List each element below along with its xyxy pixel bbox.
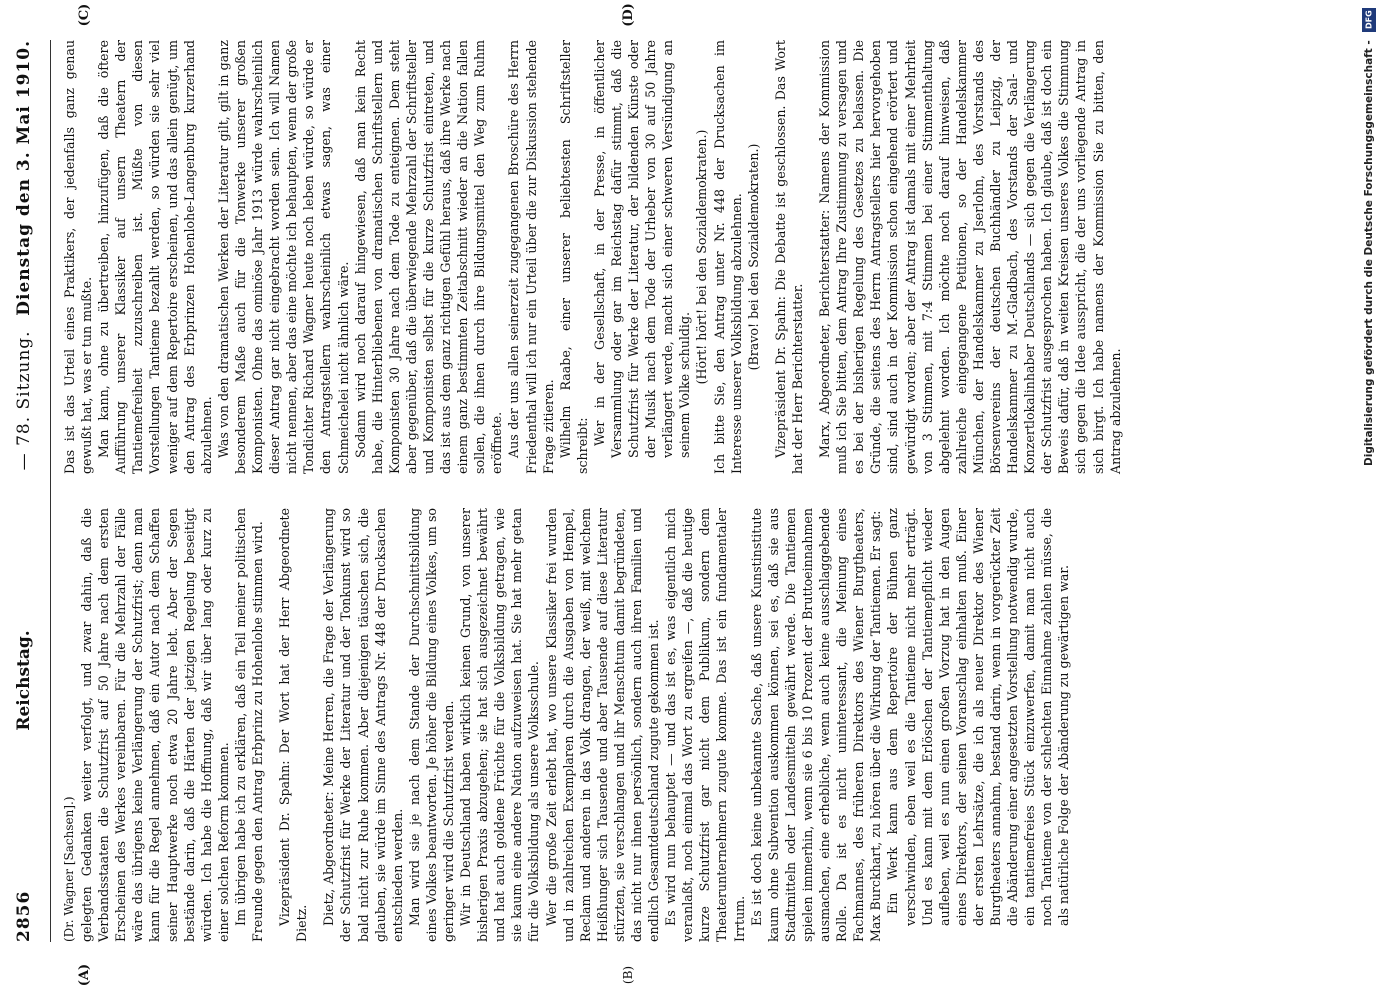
text-columns — [61, 3, 1124, 987]
paragraph: Es wird nun behauptet — und das ist es, was eigentlich mich veranlaßt, noch einmal das Wort zu ergreifen —, daß die heutige kurze Schutzfrist gar nicht dem Publikum, sondern dem Theaterunternehmern zugute komme. Das ist ein fundamentaler Irrtum. — [663, 508, 747, 942]
paragraph: gelegten Gedanken weiter verfolgt, und zwar dahin, daß die Verbandsstaaten die Schutzfrist auf 50 Jahre nach dem ersten Erscheinen des Werkes vereinbaren. Für die Mehrzahl der Fälle wäre das übrigens keine Verlängerung der Schutzfrist; denn man kann für die Regel annehmen, daß ein Autor nach dem Schaffen seiner Hauptwerke noch etwa 20 Jahre lebt. Aber der Segen bestände darin, daß die Härten der jetzigen Regelung beseitigt würden. Ich habe die Hoffnung, daß wir über lang oder kurz zu einer solchen Reform kommen. — [79, 508, 231, 942]
digitization-credit — [1359, 0, 1379, 1000]
margin-marker-b: (B) — [621, 965, 635, 985]
paragraph: Wer die große Zeit erlebt hat, wo unsere Klassiker frei wurden und in zahlreichen Exemplaren durch die Ausgaben von Hempel, Reclam und anderen in das Volk drangen, der weiß, mit welchem Heißhunger sich Tausende und aber Tausende auf diese Literatur stürzten, sie verschlangen und ihr Menschtum damit begründeten, das nicht nur ihnen persönlich, sondern auch ihren Familien und endlich Gesamtdeutschland zugute gekommen ist. — [543, 508, 662, 942]
vice-president-remark: Vizepräsident Dr. Spahn: Der Wort hat der Herr Abgeordnete Dietz. — [277, 508, 310, 942]
left-column — [61, 508, 1124, 942]
paragraph: Ich bitte Sie, den Antrag unter Nr. 448 der Drucksachen im Interesse unserer Volksbildung abzulehnen. — [711, 40, 744, 474]
block-quote: Ein Werk kann aus dem Repertoire der Bühnen ganz verschwinden, eben weil es die Tantieme nicht mehr erträgt. Und es kann mit dem Erlöschen der Tantiemepflicht wieder aufleben, weil es nun einen großen Vorzug hat in den Augen eines Direktors, der seinen Voranschlag einhalten muß. Einer der ersten Lehrsätze, die ich als neuer Direktor des Wiener Burgtheaters annahm, bestand darin, wenn in vorgerückter Zeit die Abänderung einer angesetzten Vorstellung notwendig wurde, ein tantiemefreies Stück einzuwerfen, damit man nicht auch noch Tantieme von der schlechten Einnahme zahlen müsse, die als natürliche Folge der Abänderung zu gewärtigen war. — [885, 508, 1072, 926]
block-quote: Wer in der Gesellschaft, in der Presse, in öffentlicher Versammlung oder gar im Reichstag dafür stimmt, daß die Schutzfrist für Werke der Literatur, der bildenden Künste oder der Musik nach dem Tode der Urheber von 30 auf 50 Jahre verlängert werde, macht sich einer schweren Versündigung an seinem Volke schuldig. — [591, 40, 693, 458]
paragraph: Man kann, ohne zu übertreiben, hinzufügen, daß die öftere Aufführung unserer Klassiker auf unsern Theatern der Tantiemefreiheit zuzuschreiben ist. Müßte von diesen Vorstellungen Tantieme bezahlt werden, so würden sie sehr viel weniger auf dem Repertoire erscheinen, und das allein genügt, um den Antrag des Erbprinzen Hohenlohe-Langenburg kurzerhand abzulehnen. — [96, 40, 214, 474]
header-session: — 78. Sitzung. — [14, 330, 34, 471]
vice-president-remark: Vizepräsident Dr. Spahn: Die Debatte ist geschlossen. Das Wort hat der Herr Berichterstatter. — [772, 40, 805, 474]
paragraph: Wilhelm Raabe, einer unserer beliebtesten Schriftsteller schreibt: — [557, 40, 590, 474]
speaker-paragraph: Marx, Abgeordneter, Berichterstatter: Namens der Kommission muß ich Sie bitten, dem Antrag Ihre Zustimmung zu versagen und es bei der bisherigen Regelung des Gesetzes zu belassen. Die Gründe, die seitens des Herrn Antragstellers hier hervorgehoben sind, sind auch in der Kommission schon eingehend erörtert und gewürdigt worden; aber der Antrag ist damals mit einer Mehrheit von 3 Stimmen, mit 7:4 Stimmen bei einer Stimmenthaltung abgelehnt worden. Ich möchte noch darauf hinweisen, daß zahlreiche eingegangene Petitionen, so der Handelskammer München, der Handelskammer zu Jserlohn, des Vorstands des Börsenvereins der deutschen Buchhändler zu Leipzig, der Handelskammer zu M.-Gladbach, des Vorstands der Saal- und Konzertlokalinhaber Deutschlands — sich gegen die Verlängerung der Schutzfrist ausgesprochen haben. Ich glaube, daß ist doch ein Beweis dafür, daß in weiten Kreisen unseres Volkes die Stimmung sich gegen die Idee ausspricht, die der uns vorliegende Antrag in sich birgt. Ich habe namens der Kommission Sie zu bitten, den Antrag abzulehnen. — [817, 40, 1123, 474]
paragraph: Das ist das Urteil eines Praktikers, der jedenfalls ganz genau gewußt hat, was er tun mußte. — [62, 40, 95, 474]
margin-marker-d: (D) — [621, 3, 636, 27]
paragraph: Wir in Deutschland haben wirklich keinen Grund, von unserer bisherigen Praxis abzugehen; sie hat sich ausgezeichnet bewährt und hat auch goldene Früchte für die Volksbildung getragen, wie sie kaum eine andere Nation aufzuweisen hat. Sie hat mehr getan für die Volksbildung als unsere Volksschule. — [458, 508, 542, 942]
margin-marker-a: (A) — [77, 963, 92, 987]
page-header — [14, 40, 51, 942]
header-body-title: Reichstag. — [14, 630, 34, 731]
paragraph: Sodann wird noch darauf hingewiesen, daß man kein Recht habe, die Hinterbliebenen von dramatischen Schriftstellern und Komponisten 30 Jahre nach dem Tode zu enteignen. Dem steht aber gegenüber, daß die überwiegende Mehrzahl der Schriftsteller und Komponisten selbst für die kurze Schutzfrist eintreten, und das ist aus dem ganz richtigen Gefühl heraus, daß ihre Werke nach einem ganz bestimmten Zeitabschnitt wieder an die Nation fallen sollen, die ihnen durch ihre Bildungsmittel den Weg zum Ruhm eröffnete. — [352, 40, 505, 474]
header-left — [14, 330, 34, 942]
speaker-prefix: (Dr. Wagner [Sachsen].) — [62, 796, 76, 942]
paragraph: Im übrigen habe ich zu erklären, daß ein Teil meiner politischen Freunde gegen den Antrag Erbprinz zu Hohenlohe stimmen wird. — [232, 508, 266, 942]
paragraph: Aus der uns allen seinerzeit zugegangenen Broschüre des Herrn Friedenthal will ich nur ein Urteil über die zur Diskussion stehende Frage zitieren. — [506, 40, 556, 474]
paragraph: Was von den dramatischen Werken der Literatur gilt, gilt in ganz besonderem Maße auch für die Tonwerke unserer großen Komponisten. Ohne das ominöse Jahr 1913 würde wahrscheinlich dieser Antrag gar nicht eingebracht worden sein. Ich will Namen nicht nennen, aber das eine möchte ich behaupten, wenn der große Tondichter Richard Wagner heute noch leben würde, so würde er den Antragstellern wahrscheinlich etwas sagen, was einer Schmeichelei nicht ähnlich wäre. — [215, 40, 351, 474]
right-column — [61, 40, 1124, 474]
interjection: (Hört! hört! bei den Sozialdemokraten.) — [694, 129, 710, 385]
page-number: 2856 — [14, 890, 34, 942]
speaker-paragraph: Dietz, Abgeordneter: Meine Herren, die Frage der Verlängerung der Schutzfrist für Werke der Literatur und der Tonkunst wird so bald nicht zur Ruhe kommen. Aber diejenigen täuschen sich, die glauben, sie würde im Sinne des Antrags Nr. 448 der Drucksachen entschieden werden. — [321, 508, 405, 942]
paragraph: Man wird sie je nach dem Stande der Durchschnittsbildung eines Volkes beantworten. Je höher die Bildung eines Volkes, um so geringer wird die Schutzfrist werden. — [406, 508, 456, 942]
paragraph: Es ist doch keine unbekannte Sache, daß unsere Kunstinstitute kaum ohne Subvention auskommen können, sei es, daß sie aus Stadtmitteln oder Landesmitteln gewährt werde. Die Tantiemen spielen immerhin, wenn sie 6 bis 10 Prozent der Bruttoeinnahmen ausmachen, eine erhebliche, wenn auch keine ausschlaggebende Rolle. Da ist es nicht uninteressant, die Meinung eines Fachmannes, des früheren Direktors des Wiener Burgtheaters, Max Burckhart, zu hören über die Wirkung der Tantiemen. Er sagt: — [748, 508, 884, 942]
interjection: (Bravo! bei den Sozialdemokraten.) — [745, 143, 761, 371]
dfg-logo: DFG — [1362, 8, 1376, 32]
header-date: Dienstag den 3. Mai 1910. — [14, 40, 34, 316]
margin-marker-c: (C) — [77, 3, 92, 27]
credit-text: Digitalisierung gefördert durch die Deutsche Forschungsgemeinschaft - — [1363, 40, 1375, 466]
